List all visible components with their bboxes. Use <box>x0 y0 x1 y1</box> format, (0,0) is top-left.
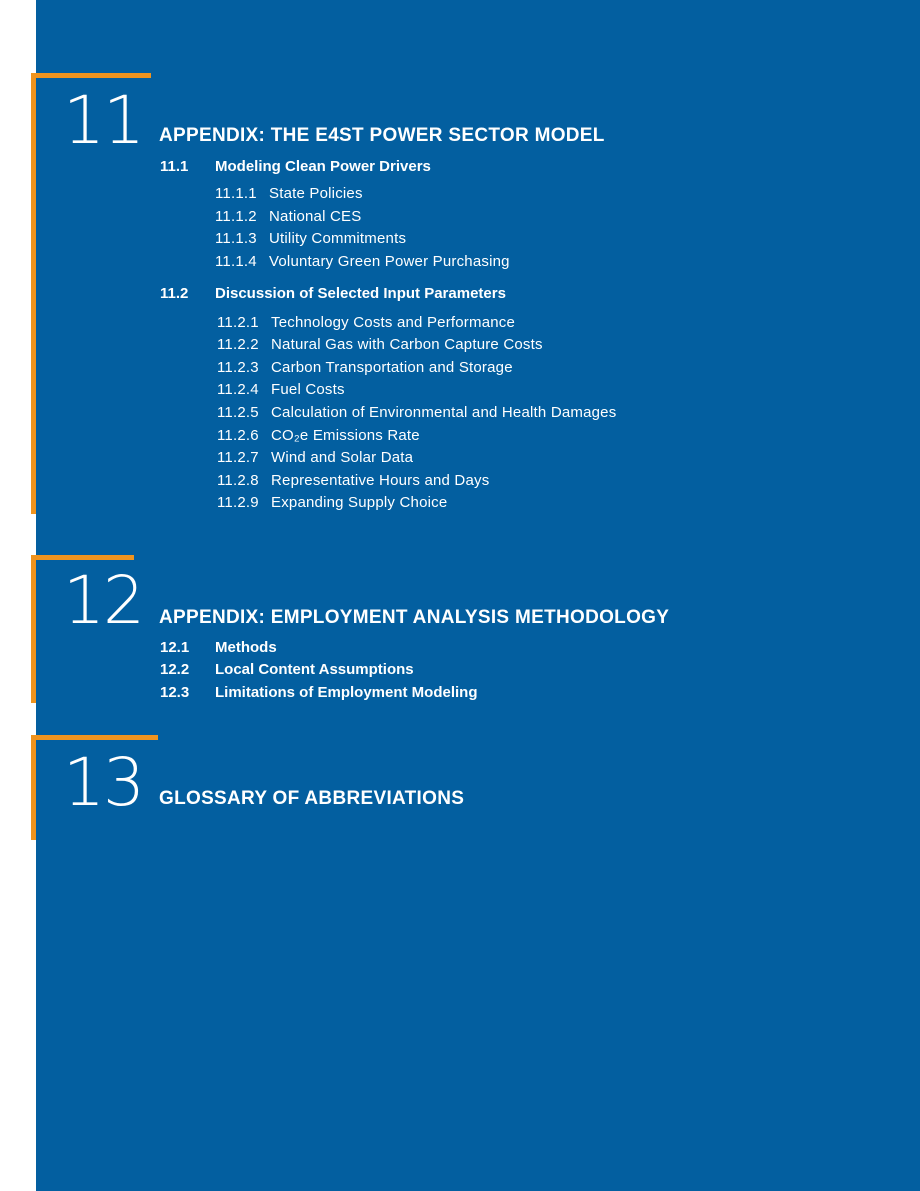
chapter-11-bracket-top <box>31 73 151 78</box>
page-background <box>36 0 920 1191</box>
subsection-title: Representative Hours and Days <box>271 472 490 489</box>
subsection-title: State Policies <box>269 185 363 202</box>
subsection-title: Calculation of Environmental and Health Damages <box>271 404 617 421</box>
subsection-number: 11.2.5 <box>217 404 259 421</box>
chapter-13-number: 13 <box>63 744 143 821</box>
subsection-title: Natural Gas with Carbon Capture Costs <box>271 336 543 353</box>
section-title: Modeling Clean Power Drivers <box>215 158 431 175</box>
subsection-title: Voluntary Green Power Purchasing <box>269 253 510 270</box>
subsection-number: 11.2.7 <box>217 449 259 466</box>
chapter-13-title[interactable]: GLOSSARY OF ABBREVIATIONS <box>159 788 465 809</box>
subsection-number: 11.1.4 <box>215 253 257 270</box>
section-number: 11.2 <box>160 285 189 302</box>
subsection-number: 11.2.8 <box>217 472 259 489</box>
subsection-title: CO₂e Emissions Rate <box>271 427 420 444</box>
subsection-title: Wind and Solar Data <box>271 449 414 466</box>
subsection-number: 11.2.4 <box>217 381 259 398</box>
subsection-number: 11.1.1 <box>215 185 257 202</box>
subsection-title: Fuel Costs <box>271 381 345 398</box>
chapter-11-title[interactable]: APPENDIX: THE E4ST POWER SECTOR MODEL <box>159 125 605 146</box>
subsection-number: 11.2.6 <box>217 427 259 444</box>
section-title: Limitations of Employment Modeling <box>215 684 478 701</box>
section-number: 12.1 <box>160 639 190 656</box>
subsection-title: Expanding Supply Choice <box>271 494 448 511</box>
section-title: Local Content Assumptions <box>215 661 414 678</box>
chapter-11-number: 11 <box>63 82 143 159</box>
section-number: 11.1 <box>160 158 189 175</box>
chapter-12-title[interactable]: APPENDIX: EMPLOYMENT ANALYSIS METHODOLOGY <box>159 607 670 628</box>
subsection-number: 11.2.1 <box>217 314 259 331</box>
chapter-12-bracket-top <box>31 555 134 560</box>
subsection-title: Technology Costs and Performance <box>271 314 516 331</box>
section-number: 12.3 <box>160 684 190 701</box>
chapter-13-bracket-top <box>31 735 158 740</box>
subsection-title: National CES <box>269 208 362 225</box>
chapter-12-bracket-side <box>31 555 36 703</box>
subsection-title: Utility Commitments <box>269 230 407 247</box>
chapter-12-number: 12 <box>63 562 143 639</box>
subsection-title: Carbon Transportation and Storage <box>271 359 513 376</box>
subsection-number: 11.2.2 <box>217 336 259 353</box>
section-number: 12.2 <box>160 661 190 678</box>
subsection-number: 11.2.9 <box>217 494 259 511</box>
section-title: Methods <box>215 639 277 656</box>
subsection-number: 11.1.3 <box>215 230 257 247</box>
subsection-number: 11.2.3 <box>217 359 259 376</box>
chapter-13-bracket-side <box>31 735 36 840</box>
subsection-number: 11.1.2 <box>215 208 257 225</box>
section-title: Discussion of Selected Input Parameters <box>215 285 506 302</box>
chapter-11-bracket-side <box>31 73 36 514</box>
